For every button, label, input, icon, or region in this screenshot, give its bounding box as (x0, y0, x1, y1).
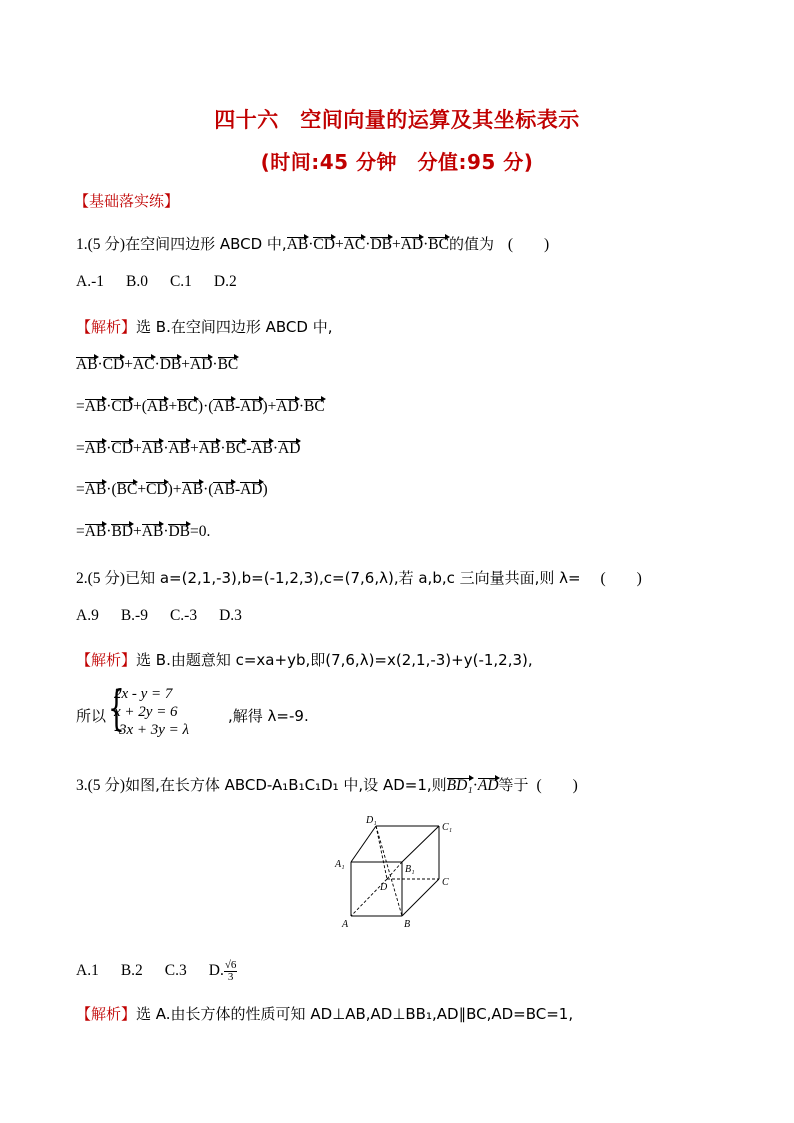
question-1: 1.(5 分)在空间四边形 ABCD 中,AB·CD+AC·DB+AD·BC的值为 ( ) (76, 235, 550, 253)
analysis-step-3: =AB·CD+AB·AB+AB·BC-AB·AD (76, 440, 301, 457)
analysis-step-2: =AB·CD+(AB+BC)·(AB-AD)+AD·BC (76, 398, 325, 415)
label-a1: A₁ (335, 859, 345, 870)
label-b: B (404, 919, 411, 930)
equation-system: 2x - y = 7 x + 2y = 6 -3x + 3y = λ (114, 686, 190, 738)
section-heading: 【基础落实练】 (74, 192, 180, 210)
question-2-analysis: 【解析】选 B.由题意知 c=xa+yb,即(7,6,λ)=x(2,1,-3)+y(-1,2,3), (76, 651, 533, 669)
cuboid-figure (330, 808, 466, 934)
label-b1: B₁ (405, 864, 415, 875)
sqrt6-over-3: $\frac{√6}{3}$ (224, 959, 237, 983)
question-3-analysis: 【解析】选 A.由长方体的性质可知 AD⊥AB,AD⊥BB₁,AD∥BC,AD=BC=1, (76, 1005, 574, 1023)
question-3-options: A.1 B.2 C.3 D. $\frac{√6}{3}$ (76, 959, 237, 983)
system-prefix: 所以 (76, 707, 107, 725)
question-1-options: A.-1 B.0 C.1 D.2 (76, 273, 237, 290)
page-subtitle: (时间:45 分钟 分值:95 分) (260, 150, 534, 174)
analysis-step-5: =AB·BD+AB·DB=0. (76, 523, 211, 540)
label-c1: C₁ (442, 822, 453, 833)
page-title: 四十六 空间向量的运算及其坐标表示 (214, 108, 580, 132)
analysis-step-4: =AB·(BC+CD)+AB·(AB-AD) (76, 481, 268, 498)
brace-icon: { (108, 680, 125, 736)
question-3: 3.(5 分)如图,在长方体 ABCD-A₁B₁C₁D₁ 中,设 AD=1,则BD₁·AD等于 ( ) (76, 776, 578, 794)
label-a: A (342, 919, 349, 930)
system-solution: ,解得 λ=-9. (228, 707, 309, 725)
question-1-analysis: 【解析】选 B.在空间四边形 ABCD 中, (76, 318, 333, 336)
question-2-options: A.9 B.-9 C.-3 D.3 (76, 607, 242, 624)
label-c: C (442, 877, 449, 888)
label-d: D (380, 882, 388, 893)
label-d1: D₁ (366, 815, 377, 826)
analysis-step-1: AB·CD+AC·DB+AD·BC (76, 356, 239, 373)
question-2: 2.(5 分)已知 a=(2,1,-3),b=(-1,2,3),c=(7,6,λ),若 a,b,c 三向量共面,则 λ= ( ) (76, 569, 642, 587)
